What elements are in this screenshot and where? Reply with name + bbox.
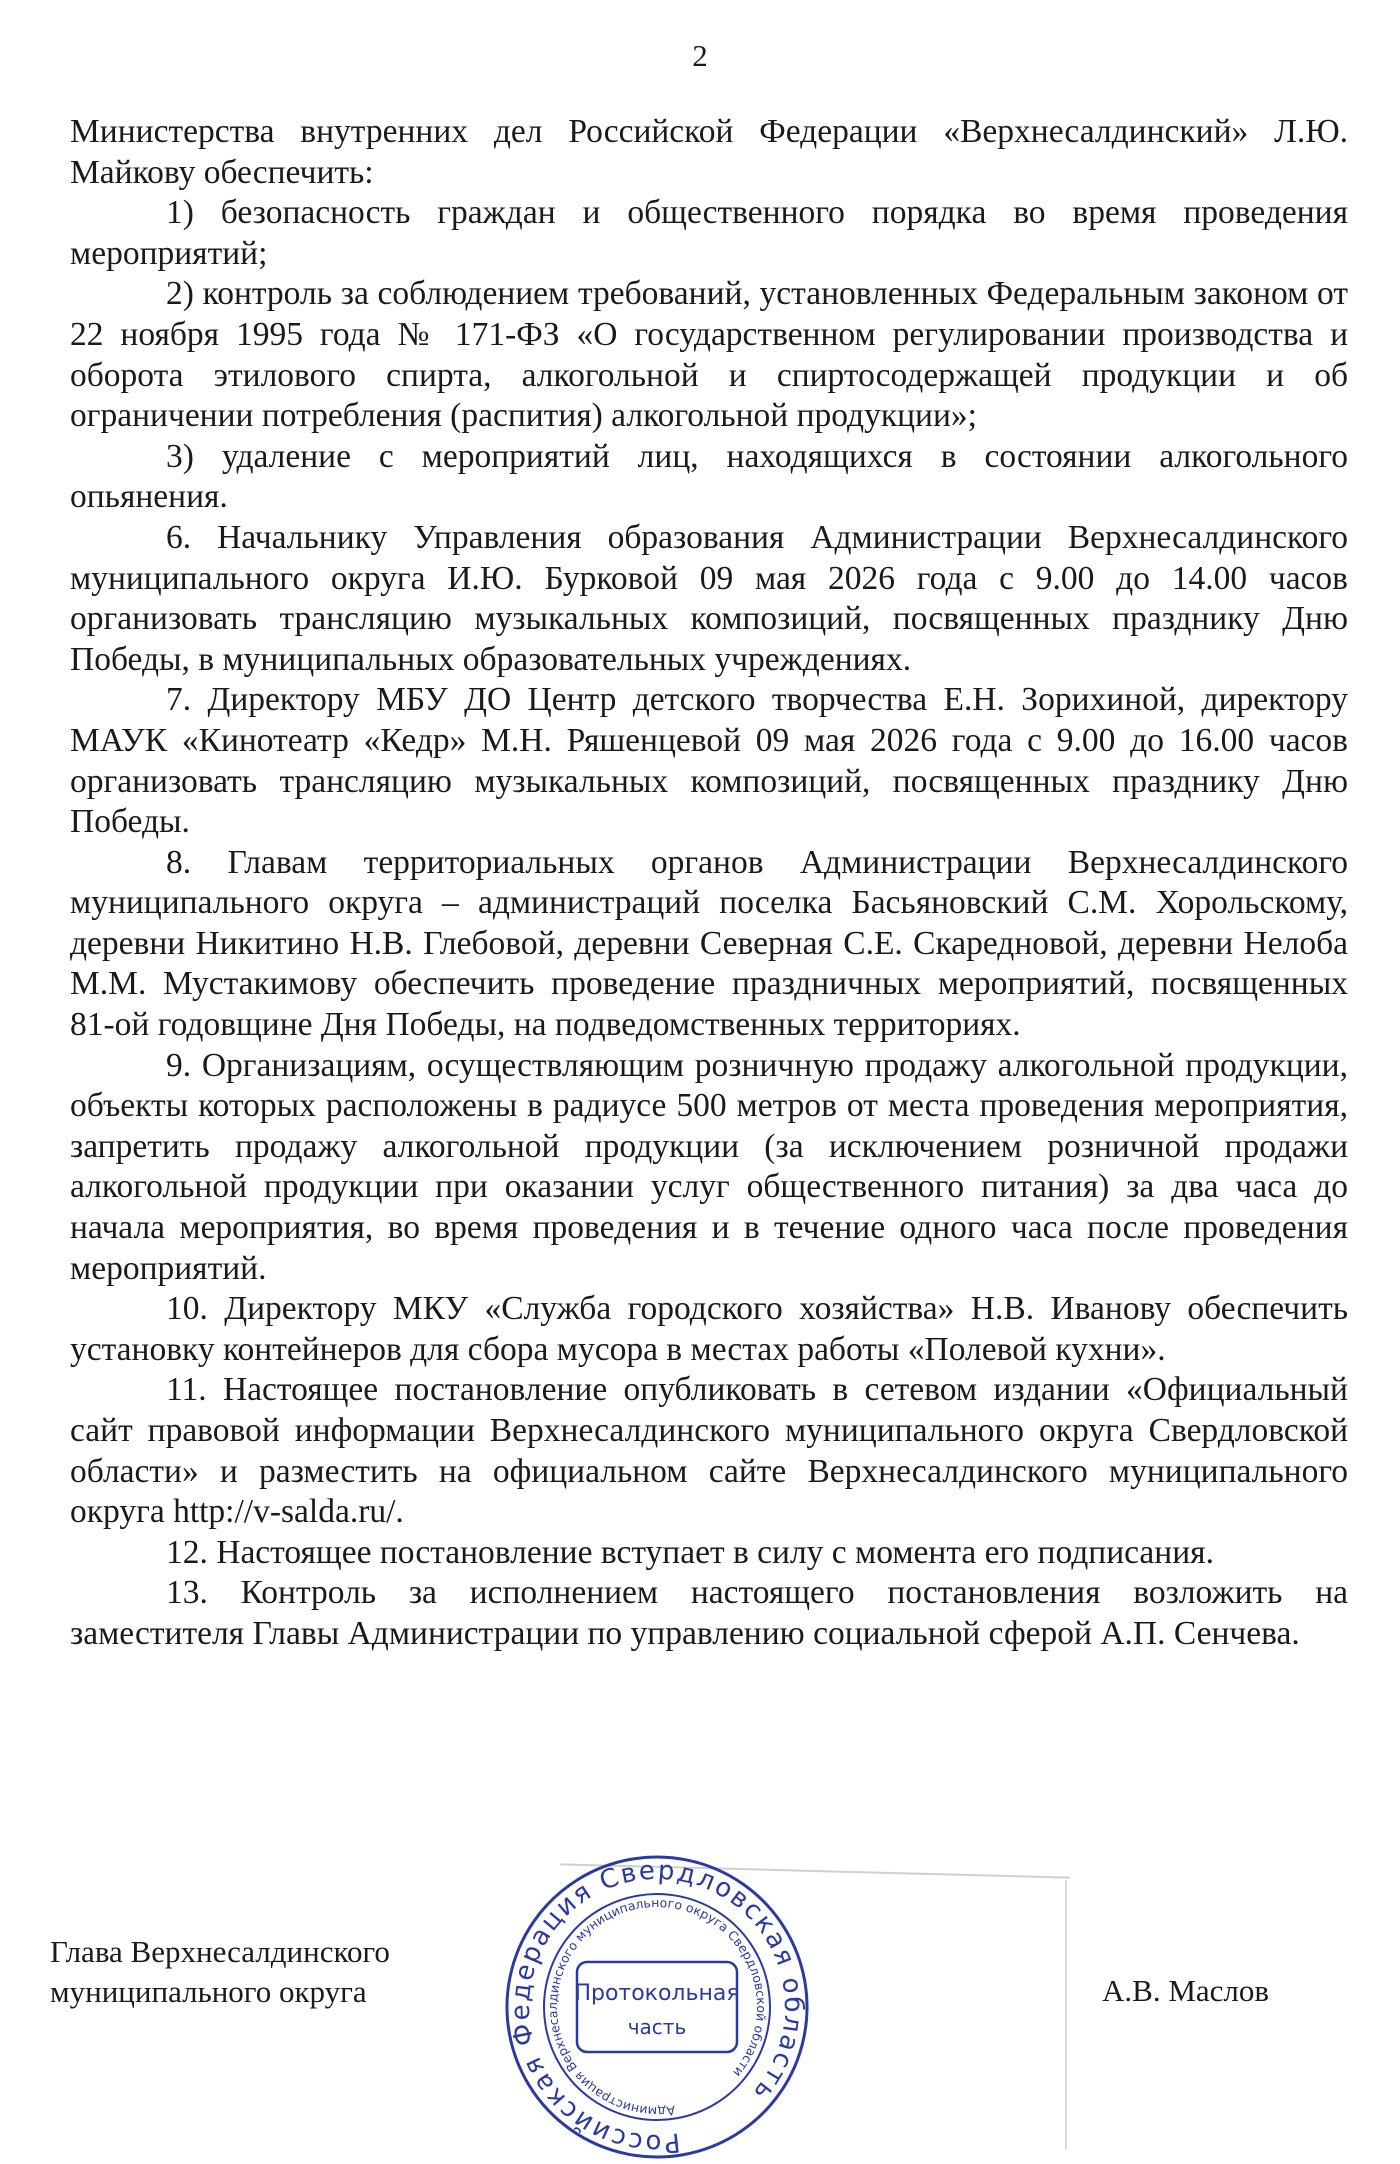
paragraph: 1) безопасность граждан и общественного порядка во время проведения мероприятий; [70, 194, 1348, 272]
paragraph: 11. Настоящее постановление опубликовать в сетевом издании «Официальный сайт правовой информации Верхнесалдинского муниципального округа Свердловской области» и разместить на официальном сайте Верхнесалдинского муниципального округа http://v-salda.ru/. [70, 1371, 1348, 1531]
stamp-center-line1: Протокольная [574, 1981, 740, 2006]
signatory-name: А.В. Маслов [1102, 1973, 1270, 2008]
stamp-center-line2: часть [627, 2015, 687, 2039]
paragraph: 13. Контроль за исполнением настоящего постановления возложить на заместителя Главы Администрации по управлению социальной сферой А.П. Сенчева. [70, 1574, 1348, 1652]
signature-position [50, 1932, 390, 2012]
signature-position-line: муниципального округа [50, 1974, 367, 2009]
paragraph: 2) контроль за соблюдением требований, установленных Федеральным законом от 22 ноября 1995 года № 171-ФЗ «О государственном регулировании производства и оборота этилового спирта, алкогольной и спиртосодержащей продукции и об ограничении потребления (распития) алкогольной продукции»; [70, 275, 1348, 435]
paragraph: 3) удаление с мероприятий лиц, находящихся в состоянии алкогольного опьянения. [70, 437, 1348, 516]
paragraph: 6. Начальнику Управления образования Администрации Верхнесалдинского муниципального округа И.Ю. Бурковой 09 мая 2026 года с 9.00 до 14.00 часов организовать трансляцию музыкальных композиций, посвященных празднику Дню Победы, в муниципальных образовательных учреждениях. [70, 518, 1348, 678]
paragraph: Министерства внутренних дел Российской Федерации «Верхнесалдинский» Л.Ю. Майкову обеспечить: [70, 113, 1348, 191]
paragraph: 10. Директору МКУ «Служба городского хозяйства» Н.В. Иванову обеспечить установку контейнеров для сбора мусора в местах работы «Полевой кухни». [70, 1290, 1348, 1368]
paragraph: 8. Главам территориальных органов Администрации Верхнесалдинского муниципального округа – администраций поселка Басьяновский С.М. Хорольскому, деревни Никитино Н.В. Глебовой, деревни Северная С.Е. Скаредновой, деревни Нелоба М.М. Мустакимову обеспечить проведение праздничных мероприятий, посвященных 81-ой годовщине Дня Победы, на подведомственных территориях. [70, 843, 1348, 1044]
stamp-outer-text: Российская Федерация Свердловская область [505, 1855, 809, 2159]
page-number: 2 [692, 38, 708, 73]
official-stamp [500, 1852, 814, 2162]
signature-position-line: Глава Верхнесалдинского [50, 1934, 390, 1969]
paragraph: 12. Настоящее постановление вступает в силу с момента его подписания. [166, 1533, 1214, 1571]
stamp-paper-edge-right [1065, 1880, 1067, 2150]
document-body [70, 112, 1348, 1655]
paragraph: 7. Директору МБУ ДО Центр детского творчества Е.Н. Зорихиной, директору МАУК «Кинотеатр «Кедр» М.Н. Ряшенцевой 09 мая 2026 года с 9.00 до 16.00 часов организовать трансляцию музыкальных композиций, посвященных празднику Дню Победы. [70, 681, 1348, 841]
stamp-inner-text: Администрация Верхнесалдинского муниципального округа Свердловской области [544, 1894, 770, 2120]
paragraph: 9. Организациям, осуществляющим розничную продажу алкогольной продукции, объекты которых расположены в радиусе 500 метров от места проведения мероприятия, запретить продажу алкогольной продукции (за исключением розничной продажи алкогольной продукции при оказании услуг общественного питания) за два часа до начала мероприятия, во время проведения и в течение одного часа после проведения мероприятий. [70, 1046, 1348, 1287]
